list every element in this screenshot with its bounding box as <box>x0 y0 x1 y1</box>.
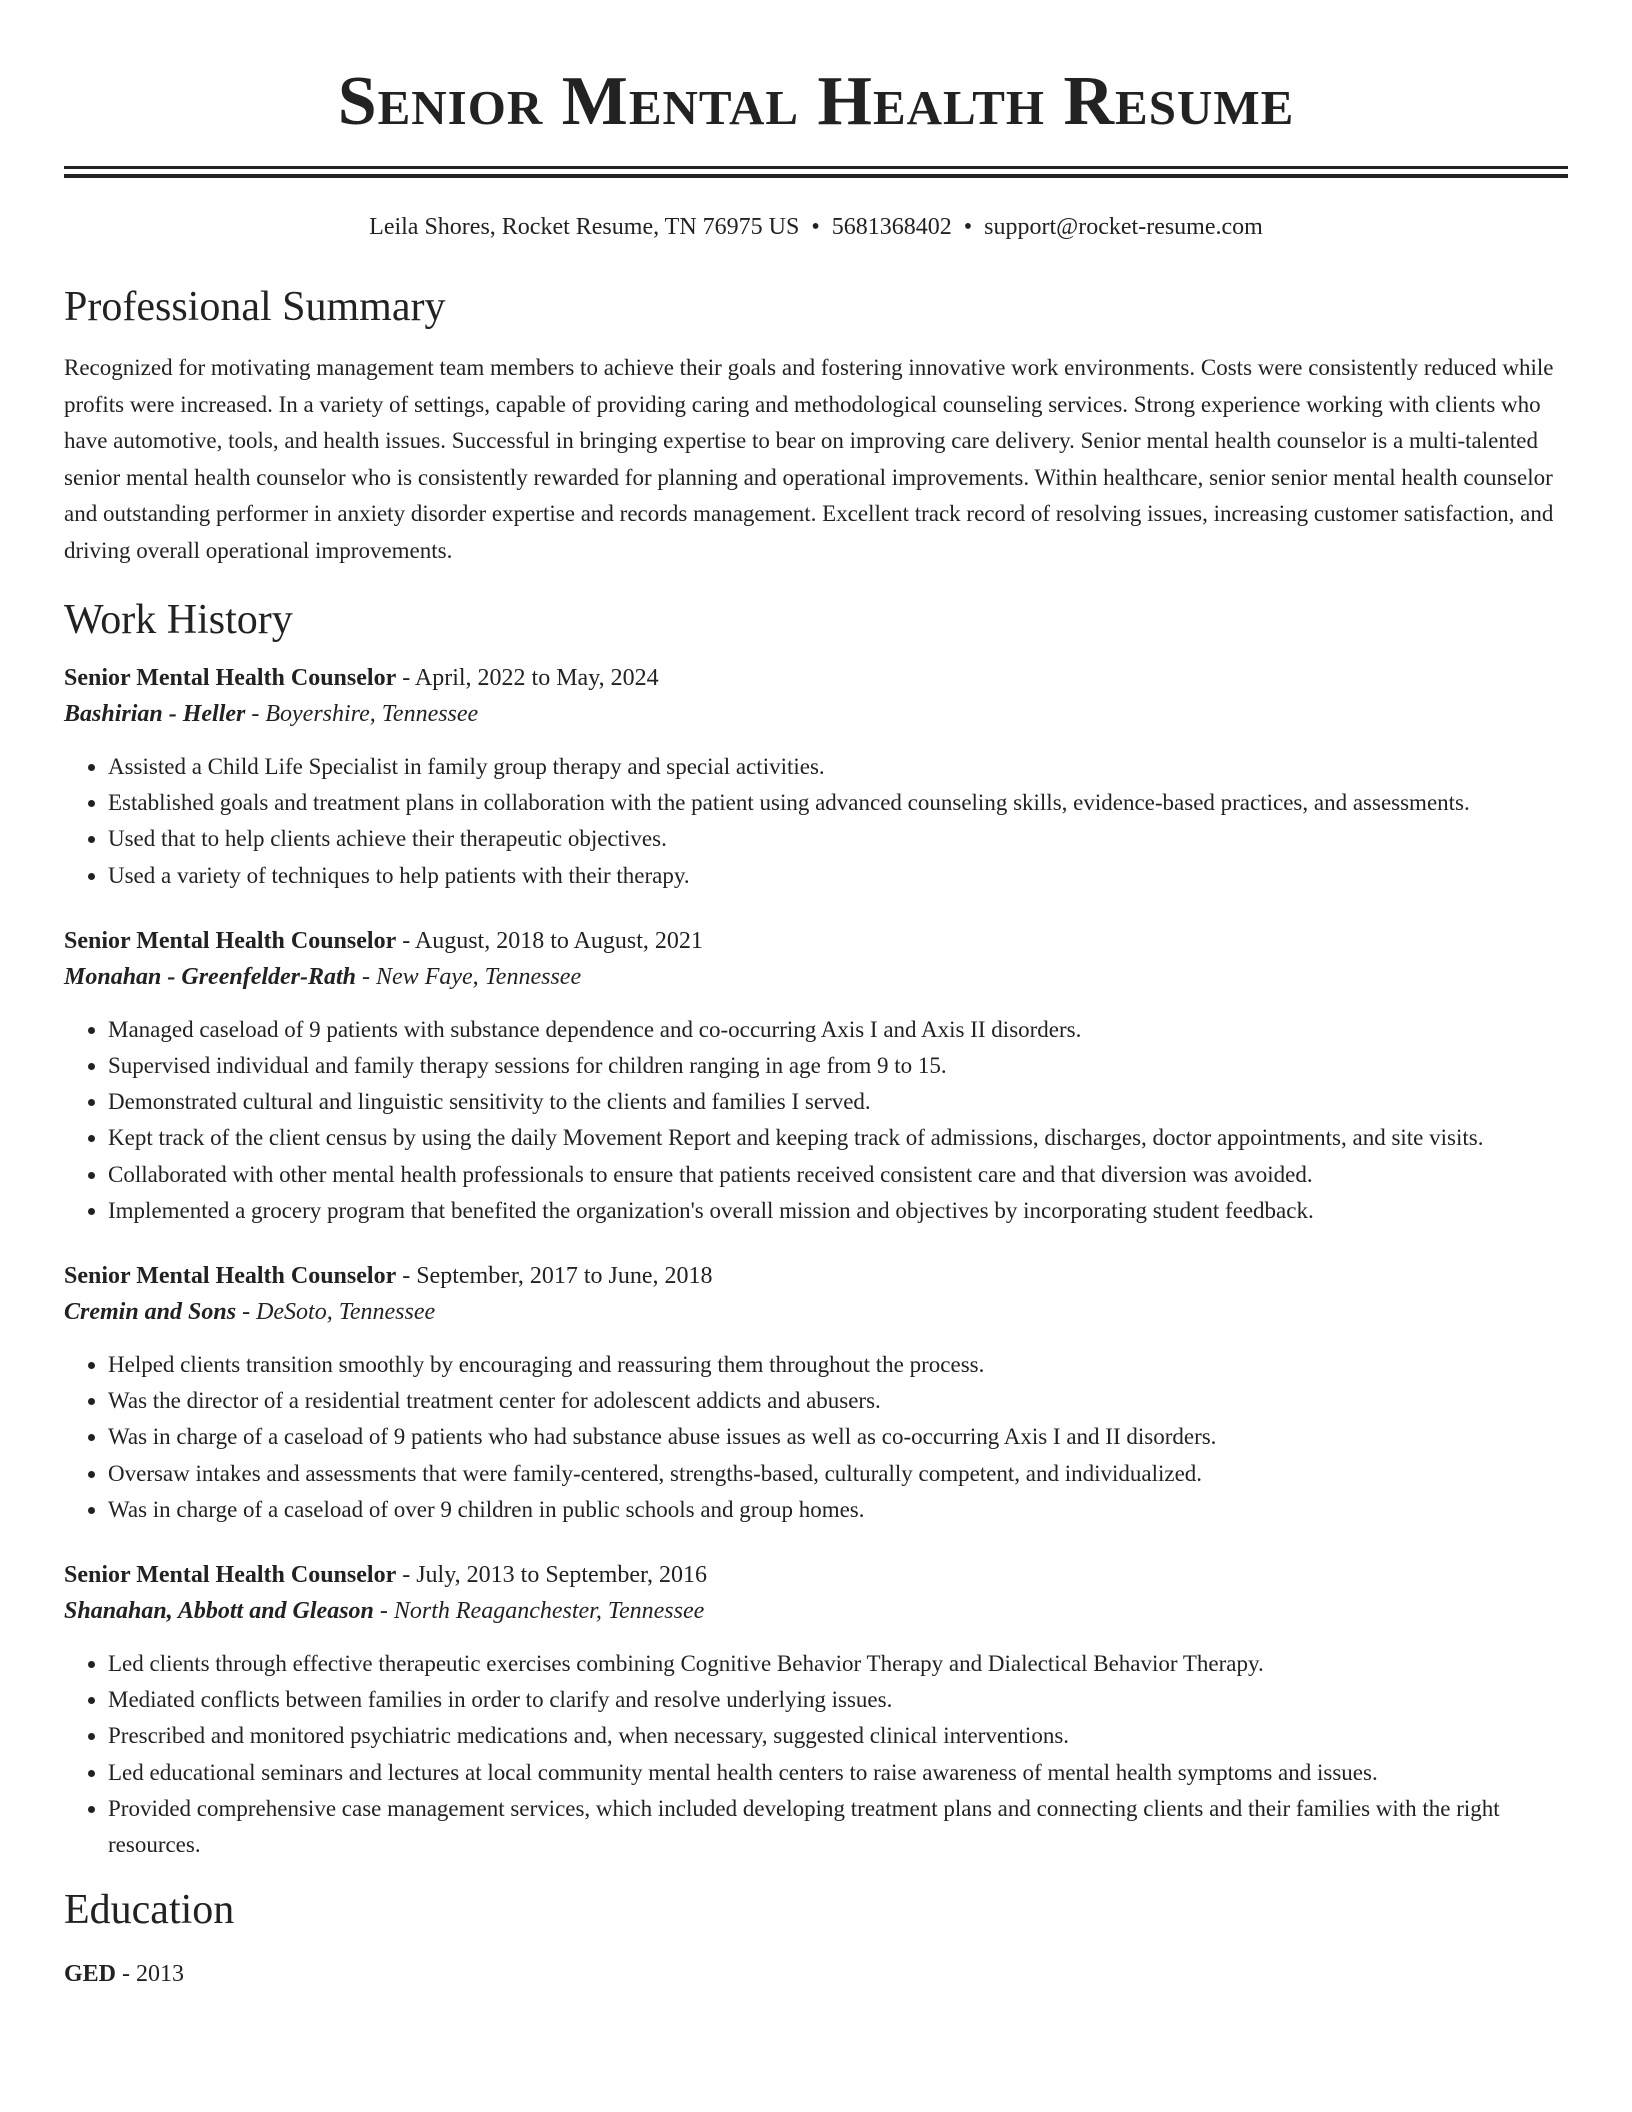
job-dates: - September, 2017 to June, 2018 <box>396 1263 713 1290</box>
job-bullet: • Led clients through effective therapeutic exercises combining Cognitive Behavior Therapy and Dialectical Behavior Therapy. <box>108 1646 1568 1682</box>
job-title: Senior Mental Health Counselor <box>64 1263 397 1290</box>
work-history-list <box>64 661 1568 1863</box>
job-bullet: • Helped clients transition smoothly by encouraging and reassuring them throughout the process. <box>108 1347 1568 1383</box>
job-bullet: • Was in charge of a caseload of 9 patients who had substance abuse issues as well as co-occurring Axis I and II disorders. <box>108 1419 1568 1455</box>
job-bullet: • Managed caseload of 9 patients with substance dependence and co-occurring Axis I and Axis II disorders. <box>108 1012 1568 1048</box>
job-dates: - April, 2022 to May, 2024 <box>396 665 659 691</box>
contact-email[interactable]: support@rocket-resume.com <box>984 214 1263 240</box>
job-title: Senior Mental Health Counselor <box>64 665 397 691</box>
job-title: Senior Mental Health Counselor <box>64 927 397 954</box>
job-entry <box>64 1558 1568 1863</box>
job-bullet: • Was the director of a residential treatment center for adolescent addicts and abusers. <box>108 1383 1568 1419</box>
company-name: Monahan - Greenfelder-Rath <box>64 963 357 990</box>
education-year: - 2013 <box>116 1961 185 1988</box>
job-bullet: • Kept track of the client census by using the daily Movement Report and keeping track of admissions, discharges, doctor appointments, and site visits. <box>108 1120 1568 1156</box>
job-bullet: • Prescribed and monitored psychiatric medications and, when necessary, suggested clinical interventions. <box>108 1718 1568 1754</box>
employer-line <box>64 1293 1568 1331</box>
job-title-line <box>64 924 1568 958</box>
job-bullet: • Oversaw intakes and assessments that were family-centered, strengths-based, culturally competent, and individualized. <box>108 1456 1568 1492</box>
job-bullet: • Led educational seminars and lectures at local community mental health centers to raise awareness of mental health symptoms and issues. <box>108 1755 1568 1791</box>
job-bullet-list <box>64 1646 1568 1863</box>
job-bullet: • Demonstrated cultural and linguistic sensitivity to the clients and families I served. <box>108 1084 1568 1120</box>
summary-heading: Professional Summary <box>64 284 446 330</box>
company-location: - North Reaganchester, Tennessee <box>373 1598 705 1625</box>
job-bullet: • Collaborated with other mental health professionals to ensure that patients received consistent care and that diversion was avoided. <box>108 1157 1568 1193</box>
job-bullet: • Provided comprehensive case management services, which included developing treatment plans and connecting clients and their families with the right resources. <box>108 1791 1568 1863</box>
job-bullet-list <box>64 1347 1568 1528</box>
contact-phone: 5681368402 <box>831 214 952 240</box>
job-bullet: • Established goals and treatment plans in collaboration with the patient using advanced counseling skills, evidence-based practices, and assessments. <box>108 785 1568 821</box>
contact-address: Leila Shores, Rocket Resume, TN 76975 US <box>369 214 800 240</box>
summary-text: Recognized for motivating management team members to achieve their goals and fostering innovative work environments. Costs were consistently reduced while profits were increased. In a variety of settings, capable of providing caring and methodological counseling services. Strong experience working with clients who have automotive, tools, and health issues. Successful in bringing expertise to bear on improving care delivery. Senior mental health counselor is a multi-talented senior mental health counselor who is consistently rewarded for planning and operational improvements. Within healthcare, senior senior mental health counselor and outstanding performer in anxiety disorder expertise and records management. Excellent track record of resolving issues, increasing customer satisfaction, and driving overall operational improvements. <box>64 355 1554 563</box>
education-entry <box>64 1957 1568 1991</box>
company-name: Shanahan, Abbott and Gleason <box>64 1598 374 1625</box>
employer-line <box>64 958 1568 996</box>
work-history-heading: Work History <box>64 597 293 643</box>
company-location: - New Faye, Tennessee <box>356 963 582 990</box>
job-dates: - August, 2018 to August, 2021 <box>396 927 703 954</box>
job-title-line <box>64 1558 1568 1592</box>
company-name: Cremin and Sons <box>64 1299 237 1326</box>
job-bullet: • Assisted a Child Life Specialist in family group therapy and special activities. <box>108 749 1568 785</box>
job-bullet: • Supervised individual and family therapy sessions for children ranging in age from 9 to 15. <box>108 1048 1568 1084</box>
job-bullet: • Used that to help clients achieve their therapeutic objectives. <box>108 821 1568 857</box>
job-bullet: • Implemented a grocery program that benefited the organization's overall mission and objectives by incorporating student feedback. <box>108 1193 1568 1229</box>
job-bullet: • Mediated conflicts between families in order to clarify and resolve underlying issues. <box>108 1682 1568 1718</box>
company-name: Bashirian - Heller <box>64 701 246 727</box>
job-bullet: • Was in charge of a caseload of over 9 children in public schools and group homes. <box>108 1492 1568 1528</box>
job-title-line <box>64 661 1568 695</box>
job-title: Senior Mental Health Counselor <box>64 1562 397 1589</box>
contact-line <box>64 212 1568 242</box>
job-title-line <box>64 1259 1568 1293</box>
employer-line <box>64 1592 1568 1630</box>
job-entry <box>64 924 1568 1229</box>
employer-line <box>64 695 1568 733</box>
job-dates: - July, 2013 to September, 2016 <box>396 1562 707 1589</box>
contact-separator: • <box>811 214 820 240</box>
job-bullet: • Used a variety of techniques to help patients with their therapy. <box>108 858 1568 894</box>
job-entry <box>64 661 1568 894</box>
resume-title: Senior Mental Health Resume <box>337 63 1295 140</box>
education-heading: Education <box>64 1887 235 1934</box>
title-divider <box>64 166 1568 178</box>
company-location: - Boyershire, Tennessee <box>245 701 479 727</box>
job-entry <box>64 1259 1568 1528</box>
education-degree: GED <box>64 1961 117 1988</box>
company-location: - DeSoto, Tennessee <box>236 1299 436 1326</box>
job-bullet-list <box>64 1012 1568 1229</box>
contact-separator: • <box>963 214 973 240</box>
job-bullet-list <box>64 749 1568 894</box>
